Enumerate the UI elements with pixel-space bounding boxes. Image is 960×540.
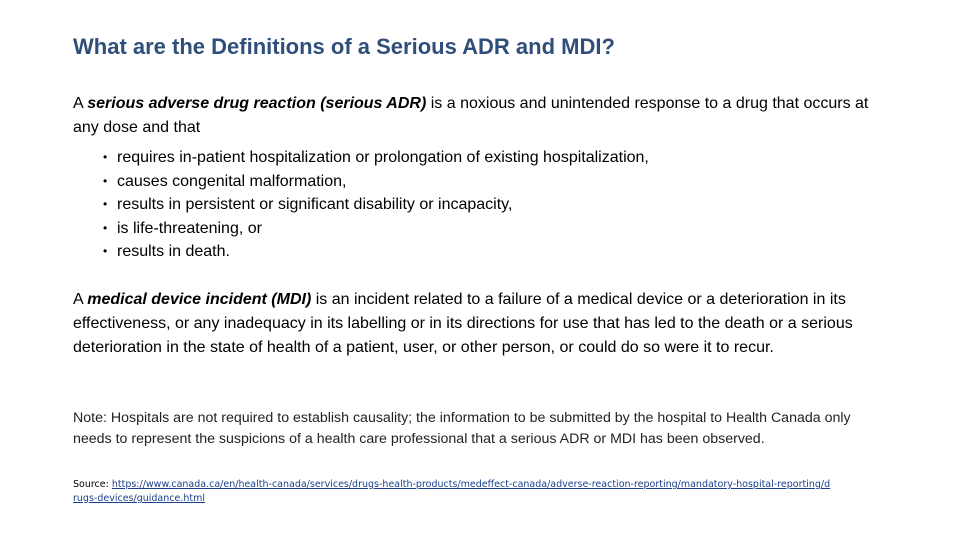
list-item [100,146,649,170]
list-item-text: results in persistent or significant disability or incapacity, [117,196,513,214]
source-label: Source: [73,479,112,490]
mdi-prefix: A [73,291,88,308]
list-item-text: requires in-patient hospitalization or prolongation of existing hospitalization, [117,149,649,166]
mdi-definition [73,288,893,360]
bullet-icon: • [103,173,108,188]
mdi-term: medical device incident (MDI) [87,291,312,308]
bullet-icon: • [103,244,108,259]
source-link[interactable]: https://www.canada.ca/en/health-canada/services/drugs-health-products/medeffect-canada/adverse-reaction-reporting/mandatory-hospital-reporting/drugs-devices/guidance.html [73,479,831,504]
list-item [100,193,649,217]
list-item [100,240,649,264]
adr-criteria-list [100,146,649,264]
bullet-icon: • [103,220,108,235]
mdi-definition-text: is an incident related to a failure of a medical device or a deterioration in its effectiveness, or any inadequacy in its labelling or in its directions for use that has led to the death or a serious deterioration in the state of health of a patient, user, or other person, or could do so were it to recur. [73,291,853,356]
adr-prefix: A [73,95,88,112]
bullet-icon: • [103,197,108,212]
source-citation [73,478,833,506]
list-item-text: results in death. [117,243,230,261]
list-item-text: is life-threatening, or [117,219,262,237]
list-item-text: causes congenital malformation, [117,172,347,190]
adr-definition-text: is a noxious and unintended response to a drug that occurs at any dose and that [73,95,869,136]
bullet-icon: • [103,150,108,164]
note-text: Note: Hospitals are not required to establish causality; the information to be submitted by the hospital to Health Canada only needs to represent the suspicions of a health care professional that a serious ADR or MDI has been observed. [73,410,851,447]
list-item [100,170,649,194]
adr-definition [73,92,893,140]
list-item [100,217,649,241]
slide-title: What are the Definitions of a Serious ADR and MDI? [73,34,615,59]
adr-term: serious adverse drug reaction (serious ADR) [87,95,427,112]
